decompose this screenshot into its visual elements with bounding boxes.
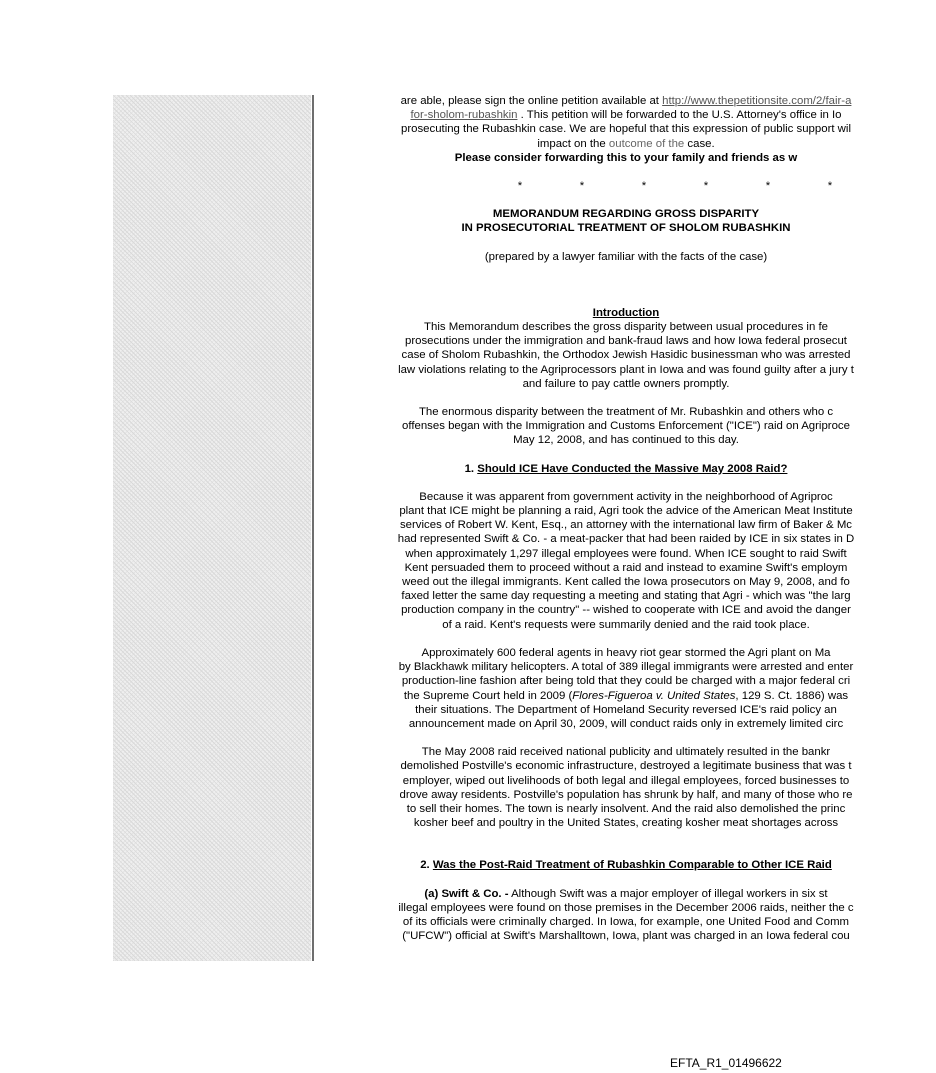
s2-lead-line: (a) Swift & Co. - Although Swift was a major employer of illegal workers in six st <box>424 887 828 900</box>
intro-p1-line: prosecutions under the immigration and bank-fraud laws and how Iowa federal prosecut <box>405 335 847 348</box>
petition-link-cont[interactable]: for-sholom-rubashkin <box>410 109 518 122</box>
s1-p1-line: weed out the illegal immigrants. Kent called the Iowa prosecutors on May 9, 2008, and fo <box>402 576 850 589</box>
s1-p1-line: when approximately 1,297 illegal employees were found. When ICE sought to raid Swift <box>405 547 847 560</box>
margin-rule <box>312 95 314 961</box>
s1-p3-line: kosher beef and poultry in the United States, creating kosher meat shortages across <box>413 817 839 830</box>
s1-p3-line: The May 2008 raid received national publicity and ultimately resulted in the bankr <box>421 746 831 759</box>
s1-p2-line: production-line fashion after being told that they could be charged with a major federal cri <box>401 675 851 688</box>
section-1-heading: 1. Should ICE Have Conducted the Massive May 2008 Raid? <box>464 462 788 475</box>
s1-p1-line: of a raid. Kent's requests were summarily denied and the raid took place. <box>442 618 810 631</box>
s1-p3-line: demolished Postville's economic infrastructure, destroyed a legitimate business that was t <box>400 760 852 773</box>
s2-line: of its officials were criminally charged. In Iowa, for example, one United Food and Comm <box>402 915 850 928</box>
s1-p3-line: to sell their homes. The town is nearly insolvent. And the raid also demolished the princ <box>406 802 846 815</box>
petition-line-2: for-sholom-rubashkin . This petition will be forwarded to the U.S. Attorney's office in Io <box>410 109 842 122</box>
petition-line-3: prosecuting the Rubashkin case. We are hopeful that this expression of public support wil <box>401 123 851 136</box>
s2-line: ("UFCW") official at Swift's Marshalltown, Iowa, plant was charged in an Iowa federal cou <box>402 930 850 943</box>
s1-p2-case-line: the Supreme Court held in 2009 (Flores-Figueroa v. United States, 129 S. Ct. 1886) was <box>403 689 849 702</box>
star-separator: * * * * * * <box>517 180 833 193</box>
s1-p3-line: employer, wiped out livelihoods of both legal and illegal employees, forced businesses to <box>402 774 850 787</box>
s1-p1-line: Kent persuaded them to proceed without a raid and instead to examine Swift's employm <box>404 561 848 574</box>
s1-p2-line: announcement made on April 30, 2009, will conduct raids only in extremely limited circ <box>408 717 844 730</box>
intro-p1-line: and failure to pay cattle owners promptly. <box>522 377 730 390</box>
intro-p2-line: May 12, 2008, and has continued to this day. <box>513 434 739 447</box>
intro-p1-line: law violations relating to the Agriprocessors plant in Iowa and was found guilty after a jury t <box>398 363 854 376</box>
s1-p1-line: had represented Swift & Co. - a meat-packer that had been raided by ICE in six states in D <box>397 533 855 546</box>
petition-link[interactable]: http://www.thepetitionsite.com/2/fair-a <box>662 95 852 107</box>
memo-title-1: MEMORANDUM REGARDING GROSS DISPARITY <box>492 208 760 221</box>
s1-p1-line: Because it was apparent from government activity in the neighborhood of Agriproc <box>419 490 833 503</box>
s1-p2-line: Approximately 600 federal agents in heavy riot gear stormed the Agri plant on Ma <box>421 646 831 659</box>
s1-p3-line: drove away residents. Postville's population has shrunk by half, and many of those who re <box>399 788 853 801</box>
section-2-heading: 2. Was the Post-Raid Treatment of Rubashkin Comparable to Other ICE Raid <box>420 859 832 872</box>
intro-p1-line: This Memorandum describes the gross disparity between usual procedures in fe <box>424 321 828 334</box>
petition-line-4: impact on the outcome of the case. <box>537 137 715 150</box>
petition-forward-request: Please consider forwarding this to your family and friends as w <box>454 151 798 164</box>
intro-p2-line: offenses began with the Immigration and Customs Enforcement ("ICE") raid on Agriproce <box>402 420 850 433</box>
memo-title-2: IN PROSECUTORIAL TREATMENT OF SHOLOM RUBASHKIN <box>461 222 791 235</box>
document-id: EFTA_R1_01496622 <box>670 1056 782 1070</box>
s1-p1-line: services of Robert W. Kent, Esq., an attorney with the international law firm of Baker & Mc <box>399 519 853 532</box>
s1-p1-line: faxed letter the same day requesting a meeting and stating that Agri - which was "the larg <box>401 590 851 603</box>
s1-p1-line: production company in the country" -- wished to cooperate with ICE and avoid the danger <box>401 604 851 617</box>
document-body <box>316 94 936 964</box>
s1-p2-line: by Blackhawk military helicopters. A total of 389 illegal immigrants were arrested and enter <box>398 661 854 674</box>
petition-line-1: are able, please sign the online petition available at http://www.thepetitionsite.com/2/fair-a <box>400 95 852 107</box>
left-shaded-margin <box>113 95 311 961</box>
s2-line: illegal employees were found on those premises in the December 2006 raids, neither the c <box>398 901 854 914</box>
memo-subtitle: (prepared by a lawyer familiar with the facts of the case) <box>484 250 768 263</box>
s1-p2-line: their situations. The Department of Homeland Security reversed ICE's raid policy an <box>415 703 837 716</box>
intro-p1-line: case of Sholom Rubashkin, the Orthodox Jewish Hasidic businessman who was arrested <box>401 349 851 362</box>
intro-p2-line: The enormous disparity between the treatment of Mr. Rubashkin and others who c <box>418 406 834 419</box>
s1-p1-line: plant that ICE might be planning a raid, Agri took the advice of the American Meat Institute <box>399 505 853 518</box>
intro-heading: Introduction <box>592 306 660 319</box>
